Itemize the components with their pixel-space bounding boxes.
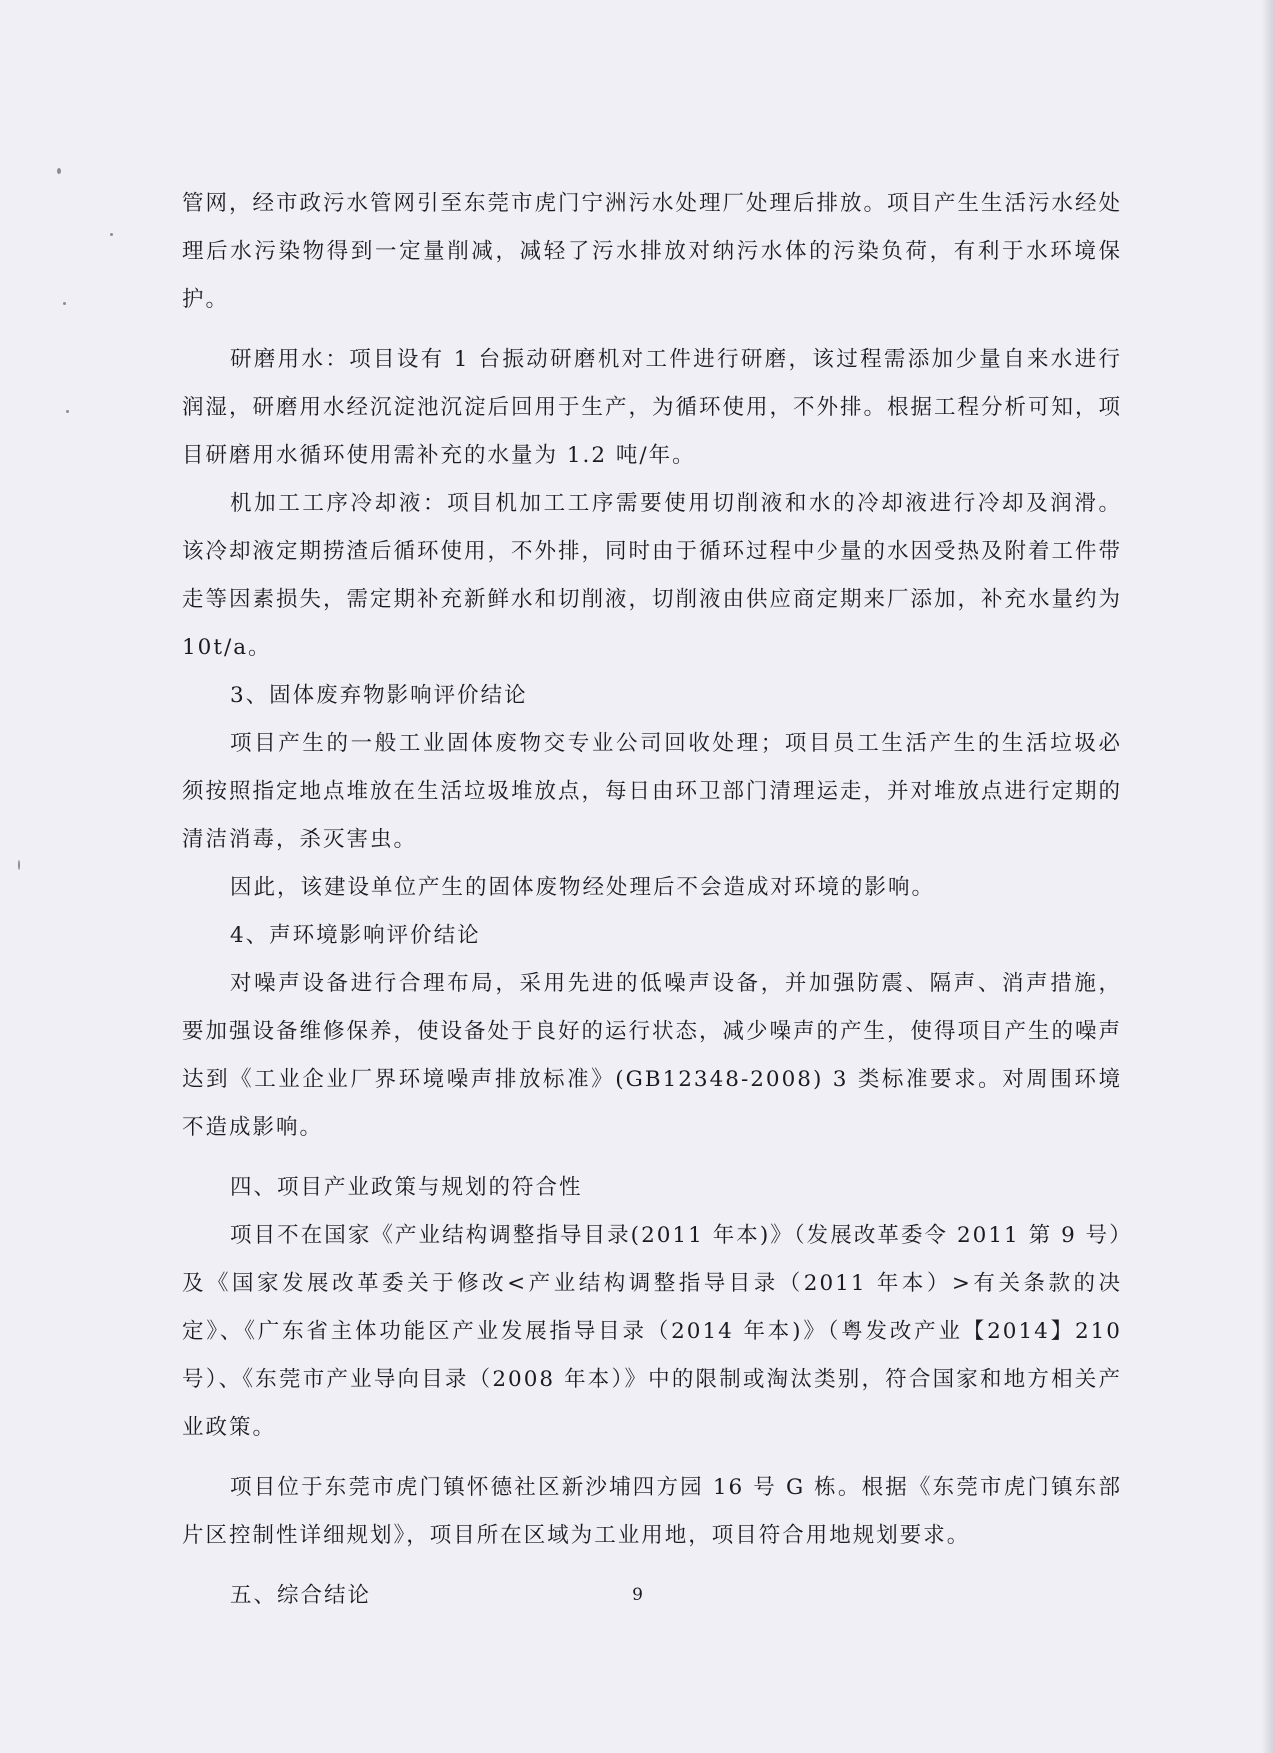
scan-speck: [110, 233, 113, 236]
section-heading-conclusion: 五、综合结论: [230, 1583, 372, 1608]
paragraph-sewage-network: 管网，经市政污水管网引至东莞市虎门宁洲污水处理厂处理后排放。项目产生生活污水经处理后水污染物得到一定量削减，减轻了污水排放对纳污水体的污染负荷，有利于水环境保护。: [182, 191, 1123, 312]
paragraph-noise: 对噪声设备进行合理布局，采用先进的低噪声设备，并加强防震、隔声、消声措施，要加强设备维修保养，使设备处于良好的运行状态，减少噪声的产生，使得项目产生的噪声达到《工业企业厂界环境噪声排放标准》(GB12348-2008) 3 类标准要求。对周围环境不造成影响。: [182, 971, 1123, 1140]
paragraph-land-use: 项目位于东莞市虎门镇怀德社区新沙埔四方园 16 号 G 栋。根据《东莞市虎门镇东部片区控制性详细规划》，项目所在区域为工业用地，项目符合用地规划要求。: [182, 1475, 1122, 1548]
paragraph-solid-waste-conclusion: 因此，该建设单位产生的固体废物经处理后不会造成对环境的影响。: [230, 875, 936, 900]
section-heading-policy: 四、项目产业政策与规划的符合性: [230, 1175, 583, 1200]
section-heading-noise: 4、声环境影响评价结论: [230, 923, 481, 948]
scan-speck: [57, 168, 61, 174]
scan-speck: [18, 860, 20, 870]
section-heading-solid-waste: 3、固体废弃物影响评价结论: [230, 683, 528, 708]
paragraph-solid-waste: 项目产生的一般工业固体废物交专业公司回收处理；项目员工生活产生的生活垃圾必须按照指定地点堆放在生活垃圾堆放点，每日由环卫部门清理运走，并对堆放点进行定期的清洁消毒，杀灭害虫。: [182, 731, 1123, 852]
paragraph-grinding-water: 研磨用水：项目设有 1 台振动研磨机对工件进行研磨，该过程需添加少量自来水进行润湿，研磨用水经沉淀池沉淀后回用于生产，为循环使用，不外排。根据工程分析可知，项目研磨用水循环使用需补充的水量为 1.2 吨/年。: [182, 347, 1123, 468]
body-text: [182, 180, 1122, 1620]
page-number: 9: [632, 1585, 643, 1605]
paragraph-industry-policy: 项目不在国家《产业结构调整指导目录(2011 年本)》（发展改革委令 2011 第 9 号）及《国家发展改革委关于修改<产业结构调整指导目录（2011 年本）>有关条款的决定》、《广东省主体功能区产业发展指导目录（2014 年本)》（粤发改产业【2014】210 号）、《东莞市产业导向目录（2008 年本）》中的限制或淘汰类别，符合国家和地方相关产业政策。: [182, 1223, 1122, 1440]
scan-speck: [63, 302, 66, 305]
scan-speck: [66, 410, 69, 413]
scan-edge-shadow: [1261, 0, 1275, 1753]
paragraph-coolant: 机加工工序冷却液：项目机加工工序需要使用切削液和水的冷却液进行冷却及润滑。该冷却液定期捞渣后循环使用，不外排，同时由于循环过程中少量的水因受热及附着工件带走等因素损失，需定期补充新鲜水和切削液，切削液由供应商定期来厂添加，补充水量约为10t/a。: [182, 491, 1123, 660]
